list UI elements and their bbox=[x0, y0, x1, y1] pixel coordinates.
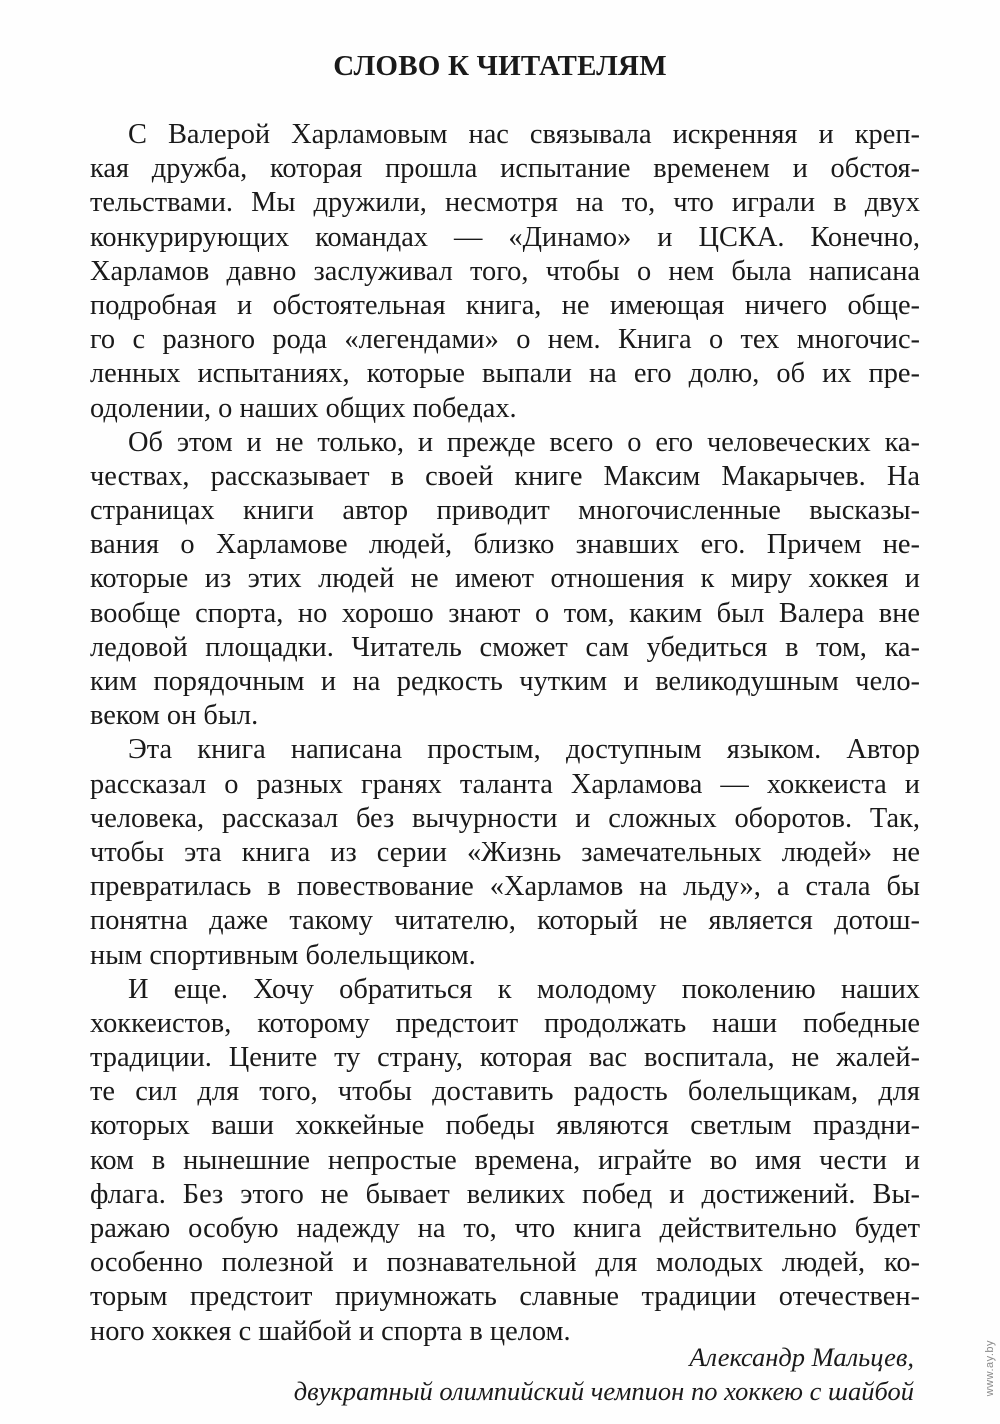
text-line: флага. Без этого не бывает великих побед и достижений. Вы- bbox=[90, 1178, 920, 1210]
text-line: ным спортивным болельщиком. bbox=[90, 939, 476, 971]
page-title: СЛОВО К ЧИТАТЕЛЯМ bbox=[333, 50, 667, 82]
text-line: ким порядочным и на редкость чутким и великодушным чело- bbox=[90, 666, 920, 697]
signature-name: Александр Мальцев, bbox=[689, 1342, 914, 1372]
text-line: одолении, о наших общих победах. bbox=[90, 392, 517, 424]
text-line: тельствами. Мы дружили, несмотря на то, что играли в двух bbox=[90, 187, 920, 219]
signature bbox=[84, 1340, 914, 1408]
paragraph bbox=[90, 426, 920, 734]
text-line: го с разного рода «легендами» о нем. Книга о тех многочис- bbox=[90, 324, 920, 356]
text-line: особенно полезной и познавательной для молодых людей, ко- bbox=[90, 1247, 920, 1279]
text-line: рассказал о разных гранях таланта Харламова — хоккеиста и bbox=[90, 768, 920, 800]
text-line: ком в нынешние непростые времена, играйте во имя чести и bbox=[90, 1144, 920, 1176]
text-line: вообще спорта, но хорошо знают о том, каким был Валера вне bbox=[90, 597, 920, 629]
text-line: страницах книги автор приводит многочисленные высказы- bbox=[90, 495, 920, 527]
text-line: те сил для того, чтобы доставить радость болельщикам, для bbox=[90, 1076, 920, 1108]
text-line: чтобы эта книга из серии «Жизнь замечательных людей» не bbox=[90, 836, 920, 868]
text-line: чествах, рассказывает в своей книге Максим Макарычев. На bbox=[90, 460, 920, 492]
text-line: традиции. Цените ту страну, которая вас воспитала, не жалей- bbox=[90, 1042, 920, 1074]
text-line: Харламов давно заслуживал того, чтобы о нем была написана bbox=[90, 255, 920, 287]
paragraph bbox=[90, 733, 920, 972]
text-line: И еще. Хочу обратиться к молодому поколению наших bbox=[128, 973, 920, 1005]
paragraph bbox=[90, 118, 920, 426]
text-line: хоккеистов, которому предстоит продолжать наши победные bbox=[90, 1007, 920, 1039]
text-line: С Валерой Харламовым нас связывала искренняя и креп- bbox=[128, 119, 920, 150]
text-line: веком он был. bbox=[90, 700, 259, 732]
text-line: ледовой площадки. Читатель сможет сам убедиться в том, ка- bbox=[90, 631, 920, 663]
text-line: кая дружба, которая прошла испытание временем и обстоя- bbox=[90, 153, 920, 185]
signature-role: двукратный олимпийский чемпион по хоккею с шайбой bbox=[293, 1376, 914, 1406]
paragraph bbox=[90, 973, 920, 1349]
text-line: которые из этих людей не имеют отношения к миру хоккея и bbox=[90, 563, 920, 595]
text-line: Эта книга написана простым, доступным языком. Автор bbox=[128, 734, 920, 766]
text-line: конкурирующих командах — «Динамо» и ЦСКА. Конечно, bbox=[90, 221, 920, 253]
text-line: торым предстоит приумножать славные традиции отечествен- bbox=[90, 1281, 920, 1313]
text-line: Об этом и не только, и прежде всего о его человеческих ка- bbox=[128, 426, 920, 458]
text-line: человека, рассказал без вычурности и сложных оборотов. Так, bbox=[90, 802, 920, 834]
text-line: ного хоккея с шайбой и спорта в целом. bbox=[90, 1315, 571, 1347]
text-line: которых ваши хоккейные победы являются светлым праздни- bbox=[90, 1110, 920, 1142]
text-line: превратилась в повествование «Харламов на льду», а стала бы bbox=[90, 871, 920, 903]
body-text bbox=[90, 118, 920, 1349]
watermark: www.ay.by bbox=[984, 1340, 996, 1397]
text-line: понятна даже такому читателю, который не является дотош- bbox=[90, 905, 920, 937]
text-line: ленных испытаниях, которые выпали на его долю, об их пре- bbox=[90, 358, 920, 390]
text-line: вания о Харламове людей, близко знавших его. Причем не- bbox=[90, 529, 920, 561]
text-line: ражаю особую надежду на то, что книга действительно будет bbox=[90, 1213, 920, 1244]
text-line: подробная и обстоятельная книга, не имеющая ничего обще- bbox=[90, 289, 920, 321]
